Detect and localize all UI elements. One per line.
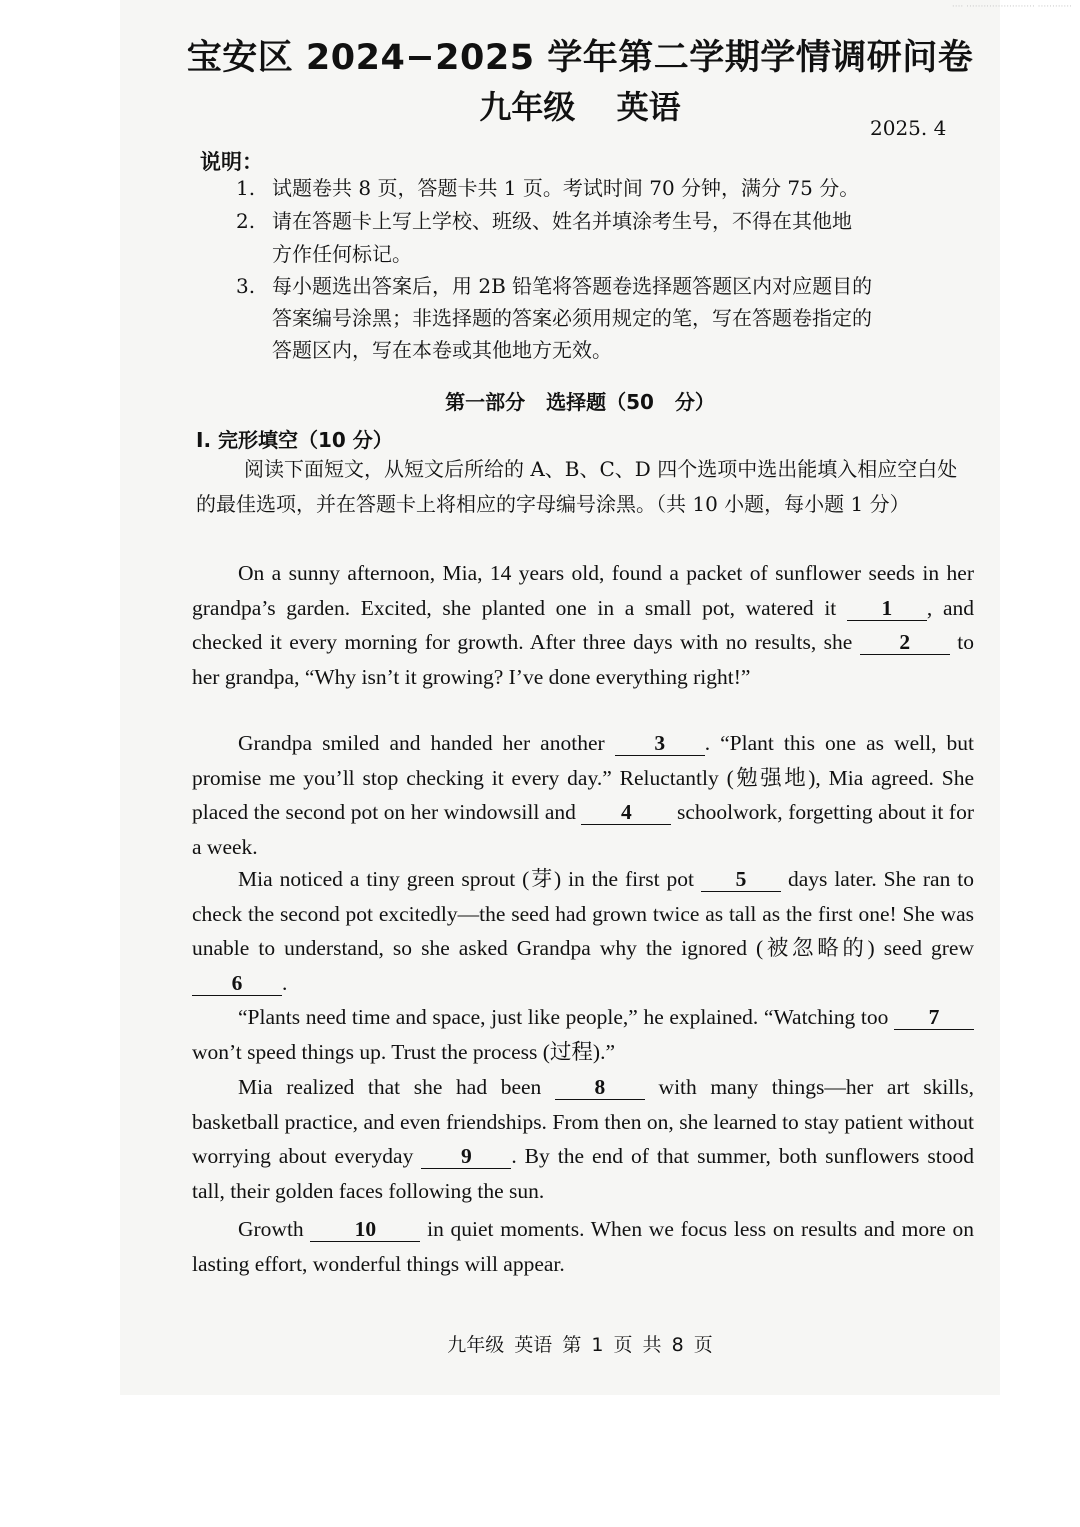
passage-paragraph-1: On a sunny afternoon, Mia, 14 years old, found a packet of sunflower seeds in her grandpa’s garden. Excited, she planted one in a small pot, watered it 1 , and checked it every morning for growth. After three days with no results, she 2 to her grandpa, “Why isn’t it growing? I’ve done everything right!” bbox=[192, 561, 974, 689]
blank-7: 7 bbox=[894, 1005, 974, 1030]
blank-9: 9 bbox=[421, 1144, 511, 1169]
note-item-2: 2. 请在答题卡上写上学校、班级、姓名并填涂考生号，不得在其他地 bbox=[236, 209, 852, 233]
note-item-3-cont: 答案编号涂黑；非选择题的答案必须用规定的笔，写在答题卷指定的 bbox=[272, 306, 872, 330]
note-item-1: 1. 试题卷共 8 页，答题卡共 1 页。考试时间 70 分钟，满分 75 分。 bbox=[236, 176, 860, 200]
page-footer: 九年级 英语 第 1 页 共 8 页 bbox=[447, 1334, 713, 1356]
blank-10: 10 bbox=[310, 1217, 420, 1242]
passage-paragraph-6: Growth 10 in quiet moments. When we focus less on results and more on lasting effort, wonderful things will appear. bbox=[192, 1217, 975, 1276]
note-item-3-cont2: 答题区内，写在本卷或其他地方无效。 bbox=[272, 338, 612, 362]
passage-paragraph-2: Grandpa smiled and handed her another 3 . “Plant this one as well, but promise me you’ll stop checking it every day.” Reluctantly (勉强地), Mia agreed. She placed the second pot on her windowsill and 4 schoolwork, forgetting about it for a week. bbox=[192, 731, 974, 859]
passage-paragraph-5: Mia realized that she had been 8 with many things—her art skills, basketball practice, and even friendships. From then on, she learned to stay patient without worrying about everyday 9 . By the end of that summer, both sunflowers stood tall, their golden faces following the sun. bbox=[192, 1075, 974, 1203]
notes-heading: 说明： bbox=[200, 150, 263, 174]
instructions: 阅读下面短文，从短文后所给的 A、B、C、D 四个选项中选出能填入相应空白处的最佳选项，并在答题卡上将相应的字母编号涂黑。（共 10 小题，每小题 1 分） bbox=[196, 457, 958, 516]
exam-title: 宝安区 2024−2025 学年第二学期学情调研问卷 bbox=[186, 38, 974, 78]
exam-subtitle: 九年级 英语 bbox=[479, 88, 681, 126]
blank-2: 2 bbox=[860, 630, 950, 655]
blank-5: 5 bbox=[701, 867, 781, 892]
part-heading: I. 完形填空（10 分） bbox=[196, 428, 393, 452]
blank-3: 3 bbox=[615, 731, 705, 756]
section-title: 第一部分 选择题（50 分） bbox=[445, 390, 715, 414]
passage-paragraph-4: “Plants need time and space, just like people,” he explained. “Watching too 7 won’t speed things up. Trust the process (过程).” bbox=[192, 1000, 974, 1069]
passage-paragraph-3: Mia noticed a tiny green sprout (芽) in the first pot 5 days later. She ran to check the second pot excitedly—the seed had grown twice as tall as the first one! She was unable to understand, so she asked Grandpa why the ignored (被忽略的) seed grew 6 . bbox=[192, 867, 974, 995]
exam-date: 2025. 4 bbox=[870, 116, 947, 140]
blank-1: 1 bbox=[847, 596, 927, 621]
note-item-2-cont: 方作任何标记。 bbox=[272, 242, 412, 266]
blank-8: 8 bbox=[555, 1075, 645, 1100]
blank-4: 4 bbox=[581, 800, 671, 825]
watermark: ···· ························ ············ bbox=[951, 2, 1072, 12]
blank-6: 6 bbox=[192, 971, 282, 996]
note-item-3: 3. 每小题选出答案后，用 2B 铅笔将答题卷选择题答题区内对应题目的 bbox=[236, 274, 873, 298]
